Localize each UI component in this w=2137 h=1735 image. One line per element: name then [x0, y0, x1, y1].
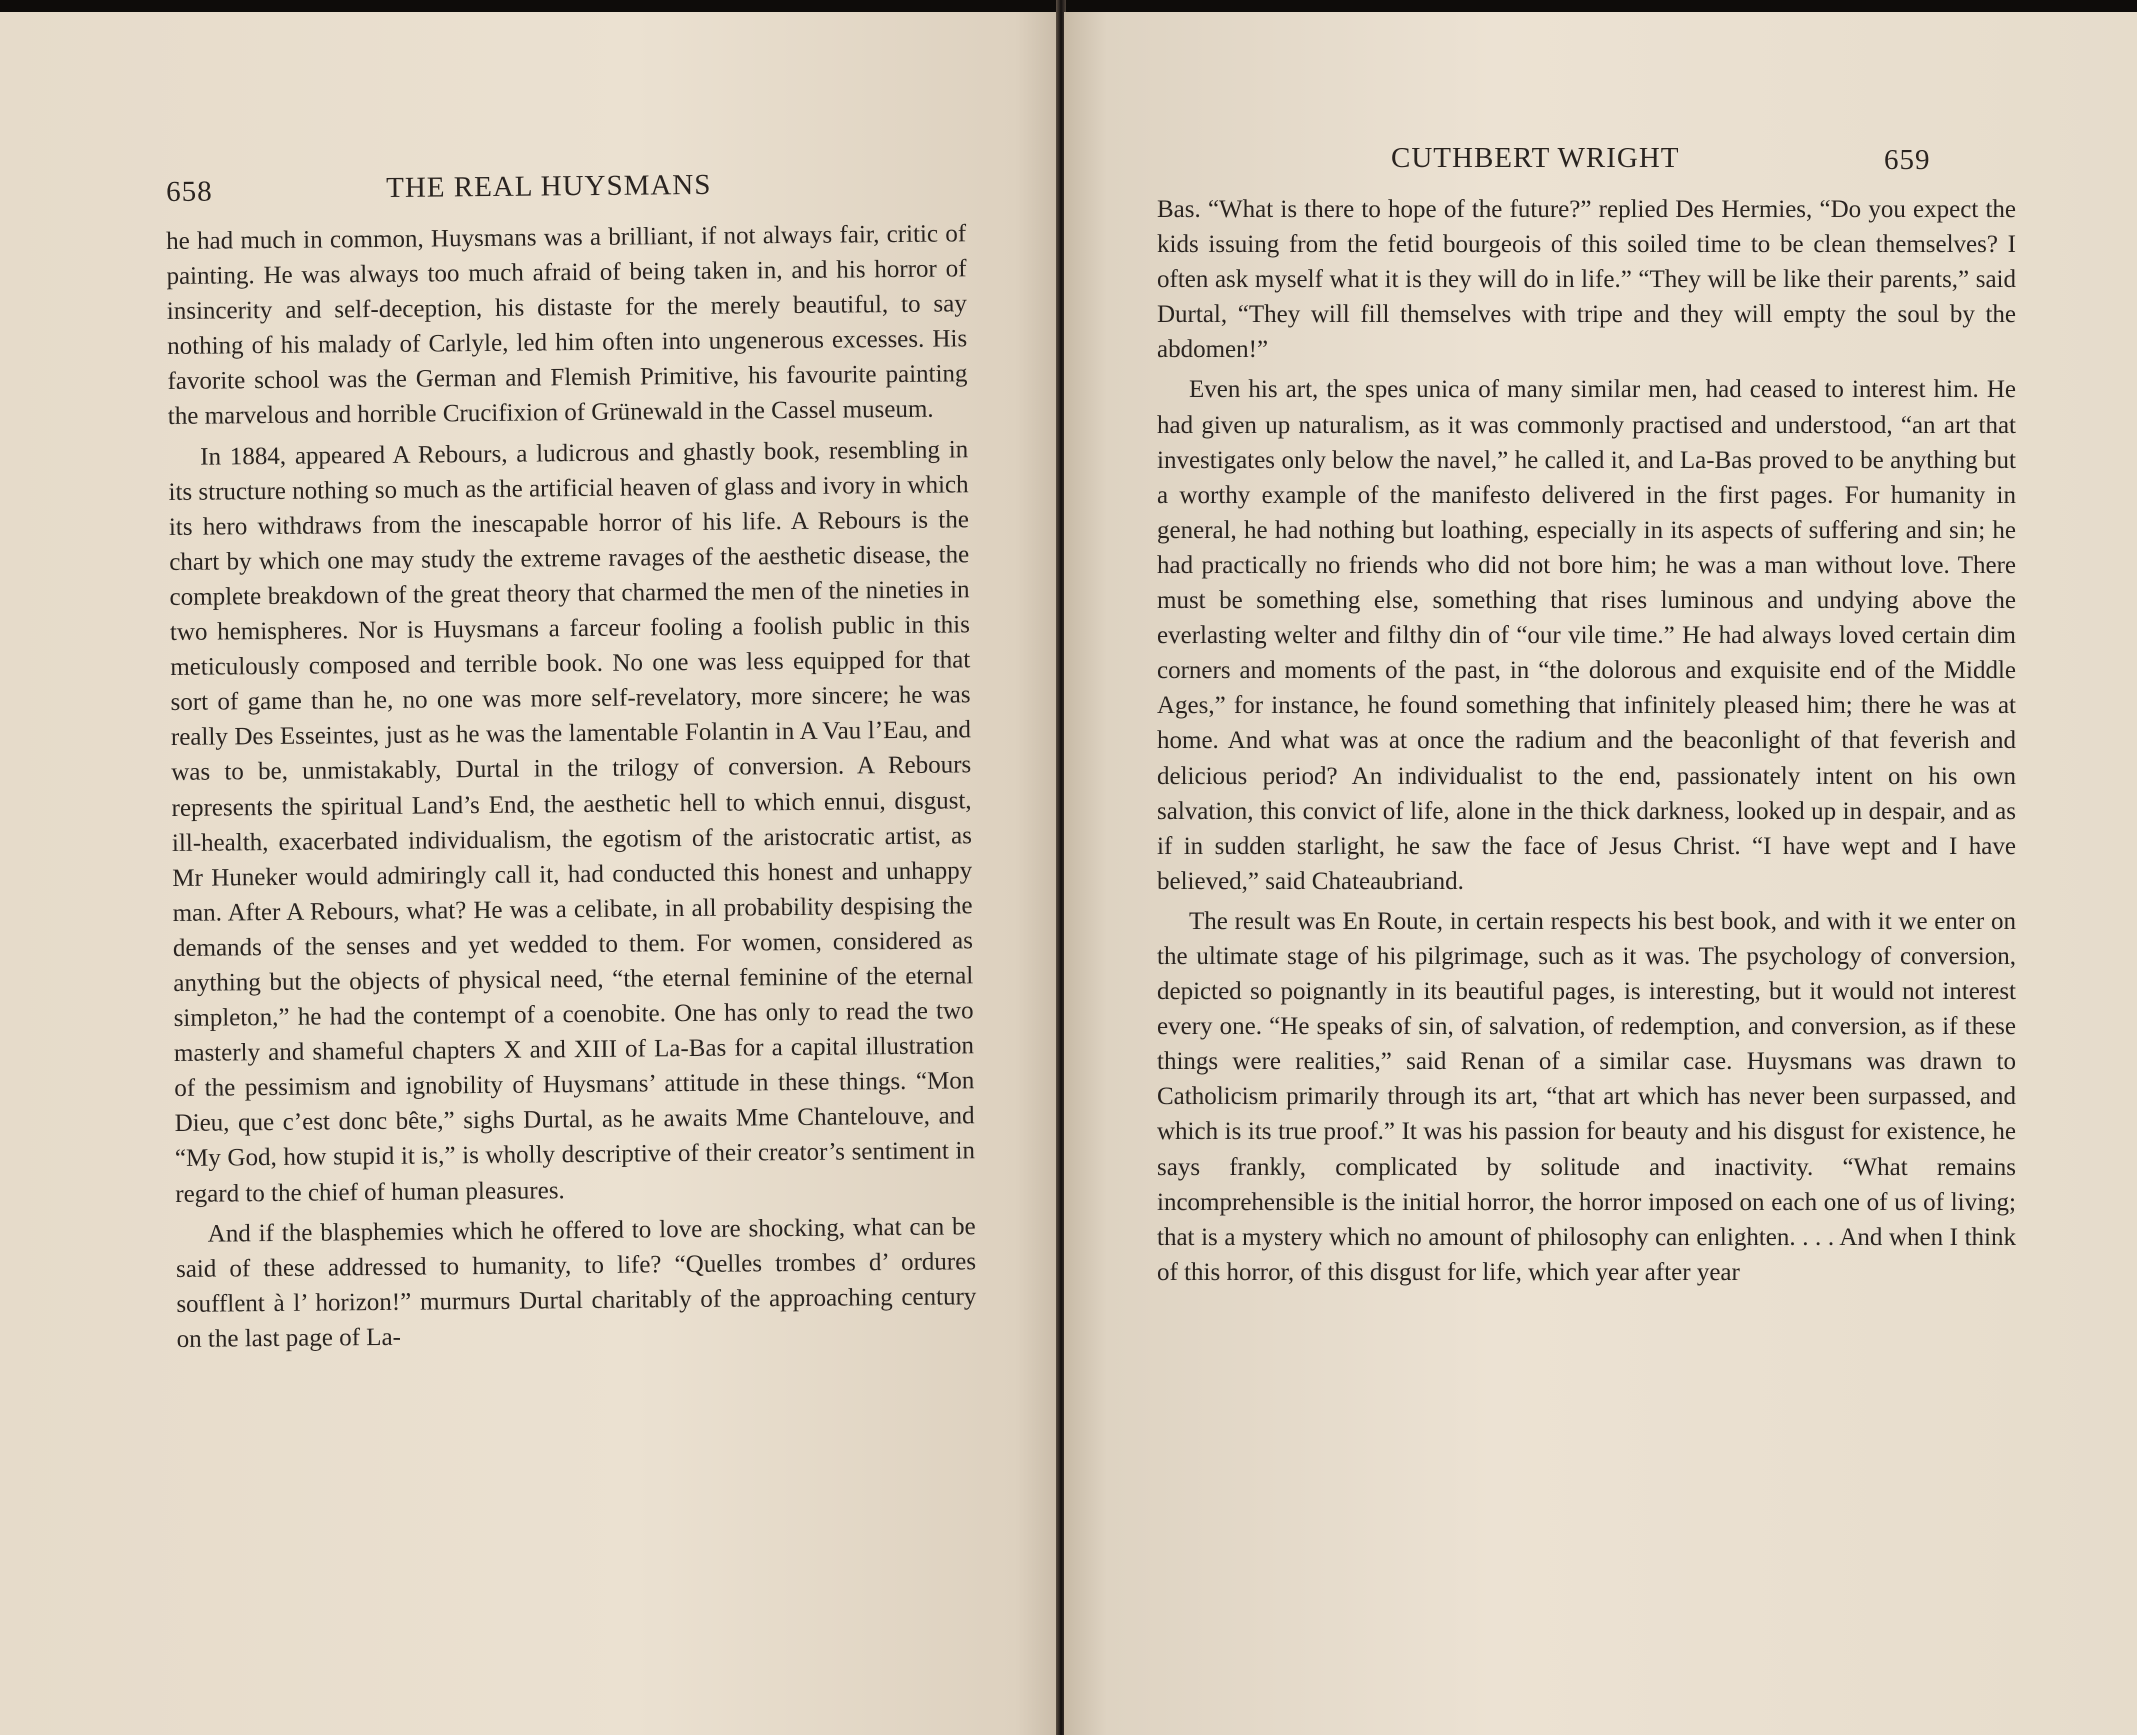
- right-page: [1064, 12, 2137, 1735]
- paragraph: Even his art, the spes unica of many similar men, had ceased to interest him. He had given up naturalism, as it was commonly practised and understood, “an art that investigates only below the navel,” he called it, and La-Bas proved to be anything but a worthy example of the manifesto delivered in the first pages. For humanity in general, he had nothing but loathing, especially in its aspects of suffering and sin; he had practically no friends who did not bore him; he was a man without love. There must be something else, something that rises luminous and undying above the everlasting welter and filthy din of “our vile time.” He had always loved certain dim corners and moments of the past, in “the dolorous and exquisite end of the Middle Ages,” for instance, he found something that infinitely pleased him; there he was at home. And what was at once the radium and the beaconlight of that feverish and delicious period? An individualist to the end, passionately intent on his own salvation, this convict of life, alone in the thick darkness, looked up in despair, and as if in sudden starlight, he saw the face of Jesus Christ. “I have wept and I have believed,” said Chateaubriand.: [1157, 376, 2016, 895]
- body-text: [1157, 192, 2016, 1290]
- left-page: [0, 12, 1058, 1735]
- page-number: 659: [1884, 144, 1931, 176]
- paragraph: Bas. “What is there to hope of the future?” replied Des Hermies, “Do you expect the kids issuing from the fetid bourgeois of this soiled time to be clean themselves? I often ask myself what it is they will do in life.” “They will be like their parents,” said Durtal, “They will fill themselves with tripe and they will empty the soul by the abdomen!”: [1157, 196, 2016, 364]
- paragraph: he had much in common, Huysmans was a brilliant, if not always fair, critic of painting. He was always too much afraid of being taken in, and his horror of insincerity and self-deception, his distaste for the merely beautiful, to say nothing of his malady of Carlyle, led him often into ungenerous excesses. His favorite school was the German and Flemish Primitive, his favourite painting the marvelous and horrible Crucifixion of Grünewald in the Cassel museum.: [166, 220, 968, 431]
- paragraph: In 1884, appeared A Rebours, a ludicrous and ghastly book, resembling in its structure nothing so much as the artificial heaven of glass and ivory in which its hero withdraws from the inescapable horror of his life. A Rebours is the chart by which one may study the extreme ravages of the aesthetic disease, the complete breakdown of the great theory that charmed the men of the nineties in two hemispheres. Nor is Huysmans a farceur fooling a foolish public in this meticulously composed and terrible book. No one was less equipped for that sort of game than he, no one was more self-revelatory, more sincere; he was really Des Esseintes, just as he was the lamentable Folantin in A Vau l’Eau, and was to be, unmistakably, Durtal in the trilogy of conversion. A Rebours represents the spiritual Land’s End, the aesthetic hell to which ennui, disgust, ill-health, exacerbated individualism, the egotism of the aristocratic artist, as Mr Huneker would admiringly call it, had conducted this honest and unhappy man. After A Rebours, what? He was a celibate, in all probability despising the demands of the senses and yet wedded to them. For women, considered as anything but the objects of physical need, “the eternal feminine of the eternal simpleton,” he had the contempt of a coenobite. One has only to read the two masterly and shameful chapters X and XIII of La-Bas for a capital illustration of the pessimism and ignobility of Huysmans’ attitude in these things. “Mon Dieu, que c’est donc bête,” sighs Durtal, as he awaits Mme Chantelouve, and “My God, how stupid it is,” is wholly descriptive of their creator’s sentiment in regard to the chief of human pleasures.: [168, 435, 976, 1208]
- body-text: [166, 216, 977, 1357]
- page-number: 658: [166, 175, 213, 208]
- running-head: THE REAL HUYSMANS: [386, 168, 712, 204]
- running-head: CUTHBERT WRIGHT: [1391, 142, 1680, 174]
- paragraph: And if the blasphemies which he offered to love are shocking, what can be said of these addressed to humanity, to life? “Quelles trombes d’ ordures soufflent à l’ horizon!” murmurs Durtal charitably of the approaching century on the last page of La-: [175, 1212, 977, 1353]
- paragraph: The result was En Route, in certain respects his best book, and with it we enter on the ultimate stage of his pilgrimage, such as it was. The psychology of conversion, depicted so poignantly in its beautiful pages, is interesting, but it would not interest every one. “He speaks of sin, of salvation, of redemption, and conversion, as if these things were realities,” said Renan of a similar case. Huysmans was drawn to Catholicism primarily through its art, “that art which has never been surpassed, and which is its true proof.” It was his passion for beauty and his disgust for existence, he says frankly, complicated by solitude and inactivity. “What remains incomprehensible is the initial horror, the horror imposed on each one of us of living; that is a mystery which no amount of philosophy can enlighten. . . . And when I think of this horror, of this disgust for life, which year after year: [1157, 907, 2016, 1286]
